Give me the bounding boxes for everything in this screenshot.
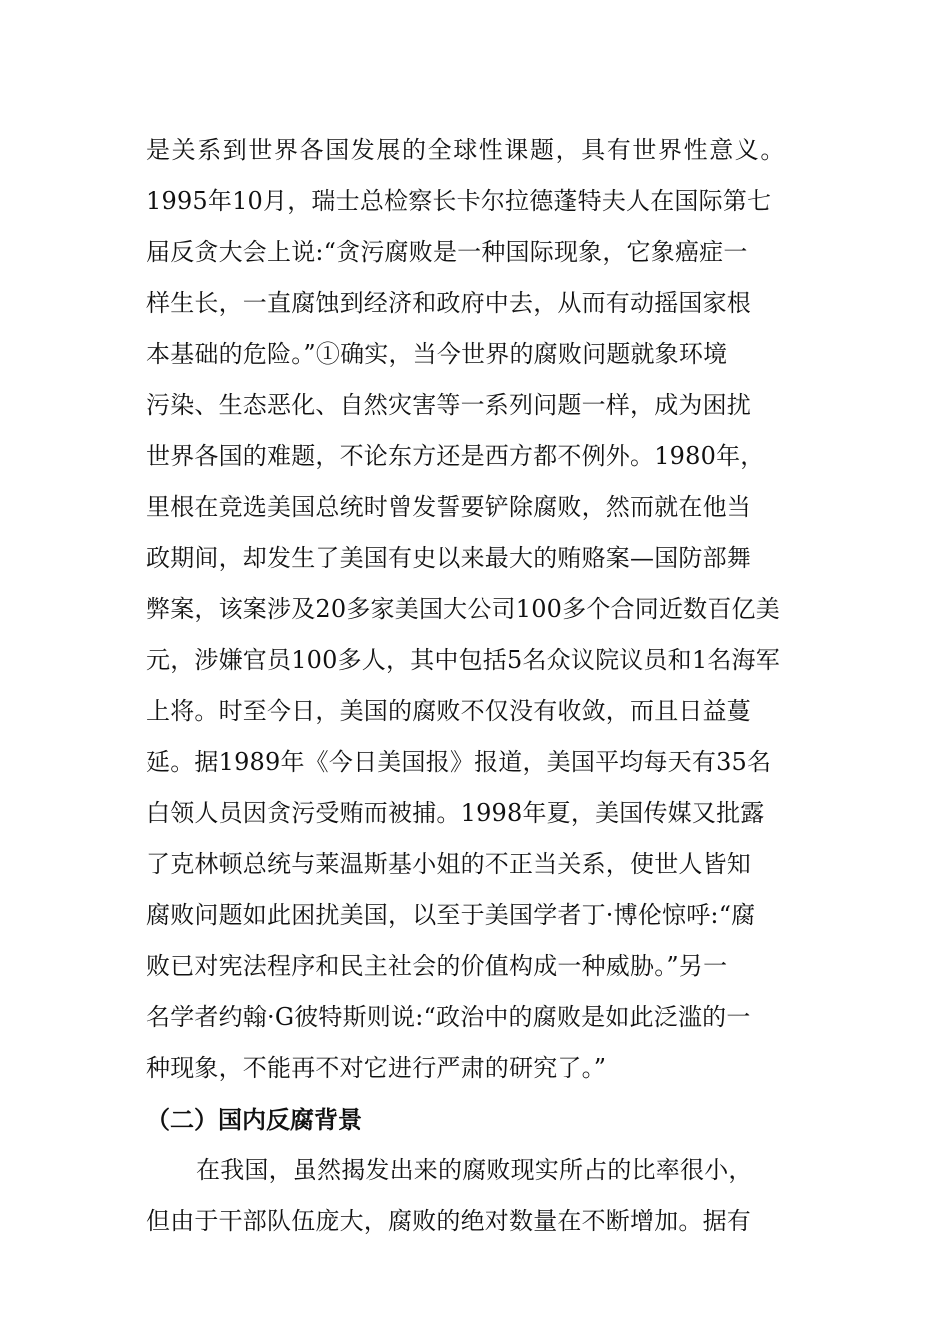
text-line: 白领人员因贪污受贿而被捕。1998年夏，美国传媒又批露 <box>146 799 765 827</box>
paragraph-domestic-background <box>146 1145 826 1247</box>
text-line: 上将。时至今日，美国的腐败不仅没有收敛，而且日益蔓 <box>146 697 751 725</box>
text-line: 名学者约翰·G彼特斯则说:“政治中的腐败是如此泛滥的一 <box>146 1003 751 1031</box>
paragraph-intl-background <box>146 125 826 1094</box>
text-line: 里根在竞选美国总统时曾发誓要铲除腐败，然而就在他当 <box>146 493 751 521</box>
text-line: 样生长，一直腐蚀到经济和政府中去，从而有动摇国家根 <box>146 289 751 317</box>
text-line: 延。据1989年《今日美国报》报道，美国平均每天有35名 <box>146 748 772 776</box>
text-line: 在我国，虽然揭发出来的腐败现实所占的比率很小， <box>196 1156 753 1184</box>
text-line: 种现象，不能再不对它进行严肃的研究了。” <box>146 1054 607 1082</box>
document-body <box>146 125 826 1247</box>
text-line: 元，涉嫌官员100多人，其中包括5名众议院议员和1名海军 <box>146 646 780 674</box>
text-line: 政期间，却发生了美国有史以来最大的贿赂案—国防部舞 <box>146 544 751 572</box>
text-line: 污染、生态恶化、自然灾害等一系列问题一样，成为困扰 <box>146 391 751 419</box>
text-line: 败已对宪法程序和民主社会的价值构成一种威胁。”另一 <box>146 952 728 980</box>
text-line: 腐败问题如此困扰美国，以至于美国学者丁·博伦惊呼:“腐 <box>146 901 756 929</box>
text-line: 本基础的危险。”①确实，当今世界的腐败问题就象环境 <box>146 340 728 368</box>
text-line: 是关系到世界各国发展的全球性课题，具有世界性意义。 <box>146 136 786 164</box>
text-line: 届反贪大会上说:“贪污腐败是一种国际现象，它象癌症一 <box>146 238 748 266</box>
text-line: 了克林顿总统与莱温斯基小姐的不正当关系，使世人皆知 <box>146 850 751 878</box>
text-line: 世界各国的难题，不论东方还是西方都不例外。1980年， <box>146 442 765 470</box>
text-line: 弊案，该案涉及20多家美国大公司100多个合同近数百亿美 <box>146 595 780 623</box>
text-line: 但由于干部队伍庞大，腐败的绝对数量在不断增加。据有 <box>146 1207 751 1235</box>
section-heading: （二）国内反腐背景 <box>146 1105 362 1134</box>
text-line: 1995年10月，瑞士总检察长卡尔拉德蓬特夫人在国际第七 <box>146 187 772 215</box>
